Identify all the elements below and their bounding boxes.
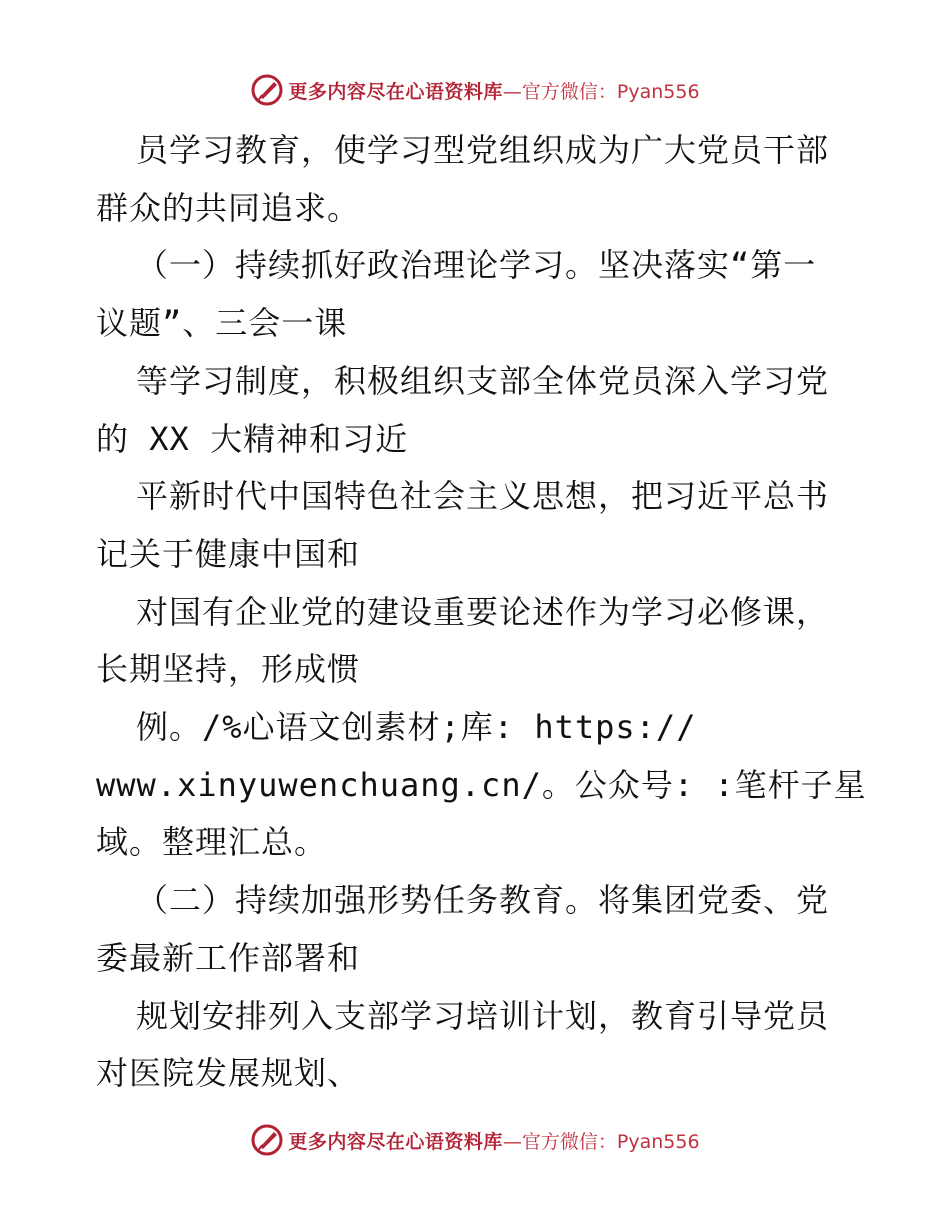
text-line: 长期坚持，形成惯 (96, 650, 361, 689)
header-banner (0, 70, 950, 110)
text-line: 规划安排列入支部学习培训计划，教育引导党员 (136, 996, 830, 1035)
text-line: 员学习教育，使学习型党组织成为广大党员干部 (136, 131, 830, 169)
banner-main-text: 更多内容尽在心语资料库 (288, 80, 503, 103)
text-line: 平新时代中国特色社会主义思想，把习近平总书 (136, 477, 830, 516)
quill-logo-icon (250, 1123, 284, 1157)
text-line: 委最新工作部署和 (96, 938, 361, 977)
text-line: （二）持续加强形势任务教育。将集团党委、党 (136, 881, 830, 920)
banner-sub-text: —官方微信：Pyan556 (502, 80, 700, 103)
text-line: 议题”、三会一课 (96, 304, 348, 343)
banner-sub-text: —官方微信：Pyan556 (502, 1130, 700, 1153)
text-line: 等学习制度，积极组织支部全体党员深入学习党 (136, 361, 830, 400)
banner-main-text: 更多内容尽在心语资料库 (288, 1130, 503, 1153)
quill-logo-icon (250, 73, 284, 107)
text-line: （一）持续抓好政治理论学习。坚决落实“第一 (136, 246, 817, 285)
text-line: www.xinyuwenchuang.cn/。公众号: :笔杆子星 (96, 765, 867, 804)
text-line: 对国有企业党的建设重要论述作为学习必修课， (136, 592, 830, 631)
text-line: 对医院发展规划、 (96, 1054, 361, 1093)
text-line: 的 XX 大精神和习近 (96, 419, 409, 458)
text-line: 记关于健康中国和 (96, 534, 361, 573)
footer-banner (0, 1120, 950, 1160)
document-body (96, 122, 896, 1103)
text-line: 域。整理汇总。 (96, 823, 328, 862)
text-line: 群众的共同追求。 (96, 188, 361, 227)
text-line: 例。/%心语文创素材;库: https:// (136, 708, 697, 747)
